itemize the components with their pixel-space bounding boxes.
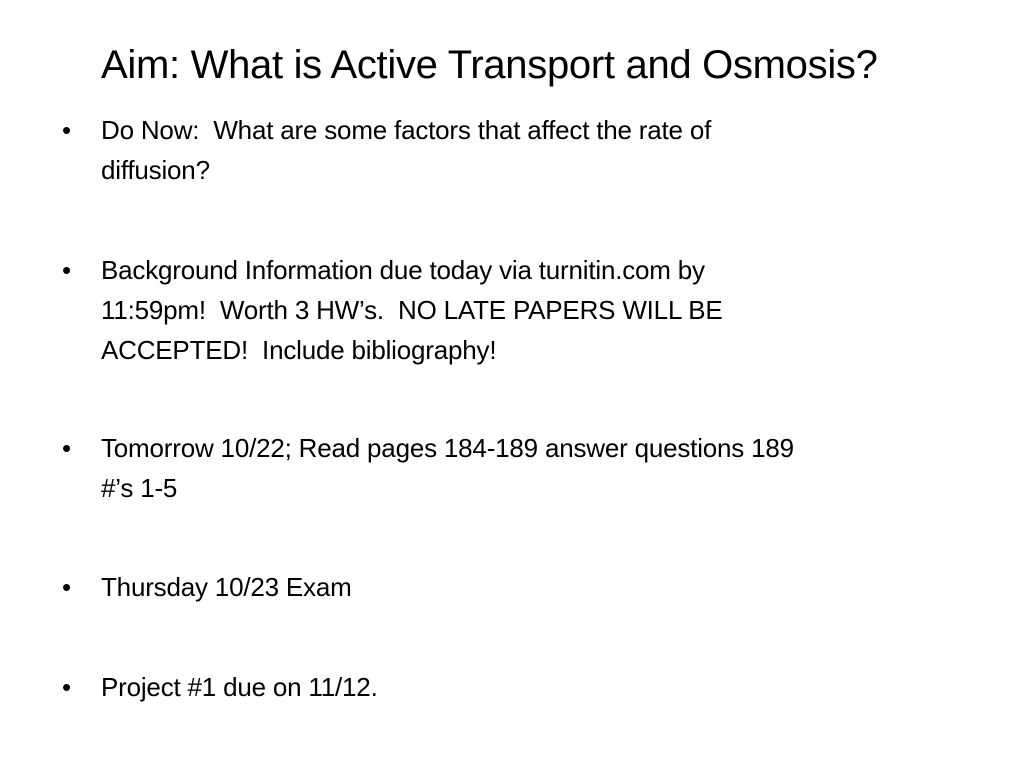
bullet-text: Tomorrow 10/22; Read pages 184-189 answer questions 189 #’s 1-5 — [101, 433, 794, 503]
bullet-icon: • — [62, 255, 72, 285]
slide-title: Aim: What is Active Transport and Osmosis? — [101, 43, 878, 87]
bullet-icon: • — [62, 115, 72, 145]
bullet-text: Do Now: What are some factors that affect the rate of diffusion? — [101, 115, 712, 185]
bullet-text: Project #1 due on 11/12. — [101, 672, 378, 702]
bullet-icon: • — [62, 672, 72, 702]
bullet-icon: • — [62, 572, 72, 602]
bullet-text: Thursday 10/23 Exam — [101, 572, 352, 602]
bullet-text: Background Information due today via turnitin.com by 11:59pm! Worth 3 HW’s. NO LATE PAPERS WILL BE ACCEPTED! Include bibliography! — [101, 255, 723, 365]
bullet-icon: • — [62, 433, 72, 463]
